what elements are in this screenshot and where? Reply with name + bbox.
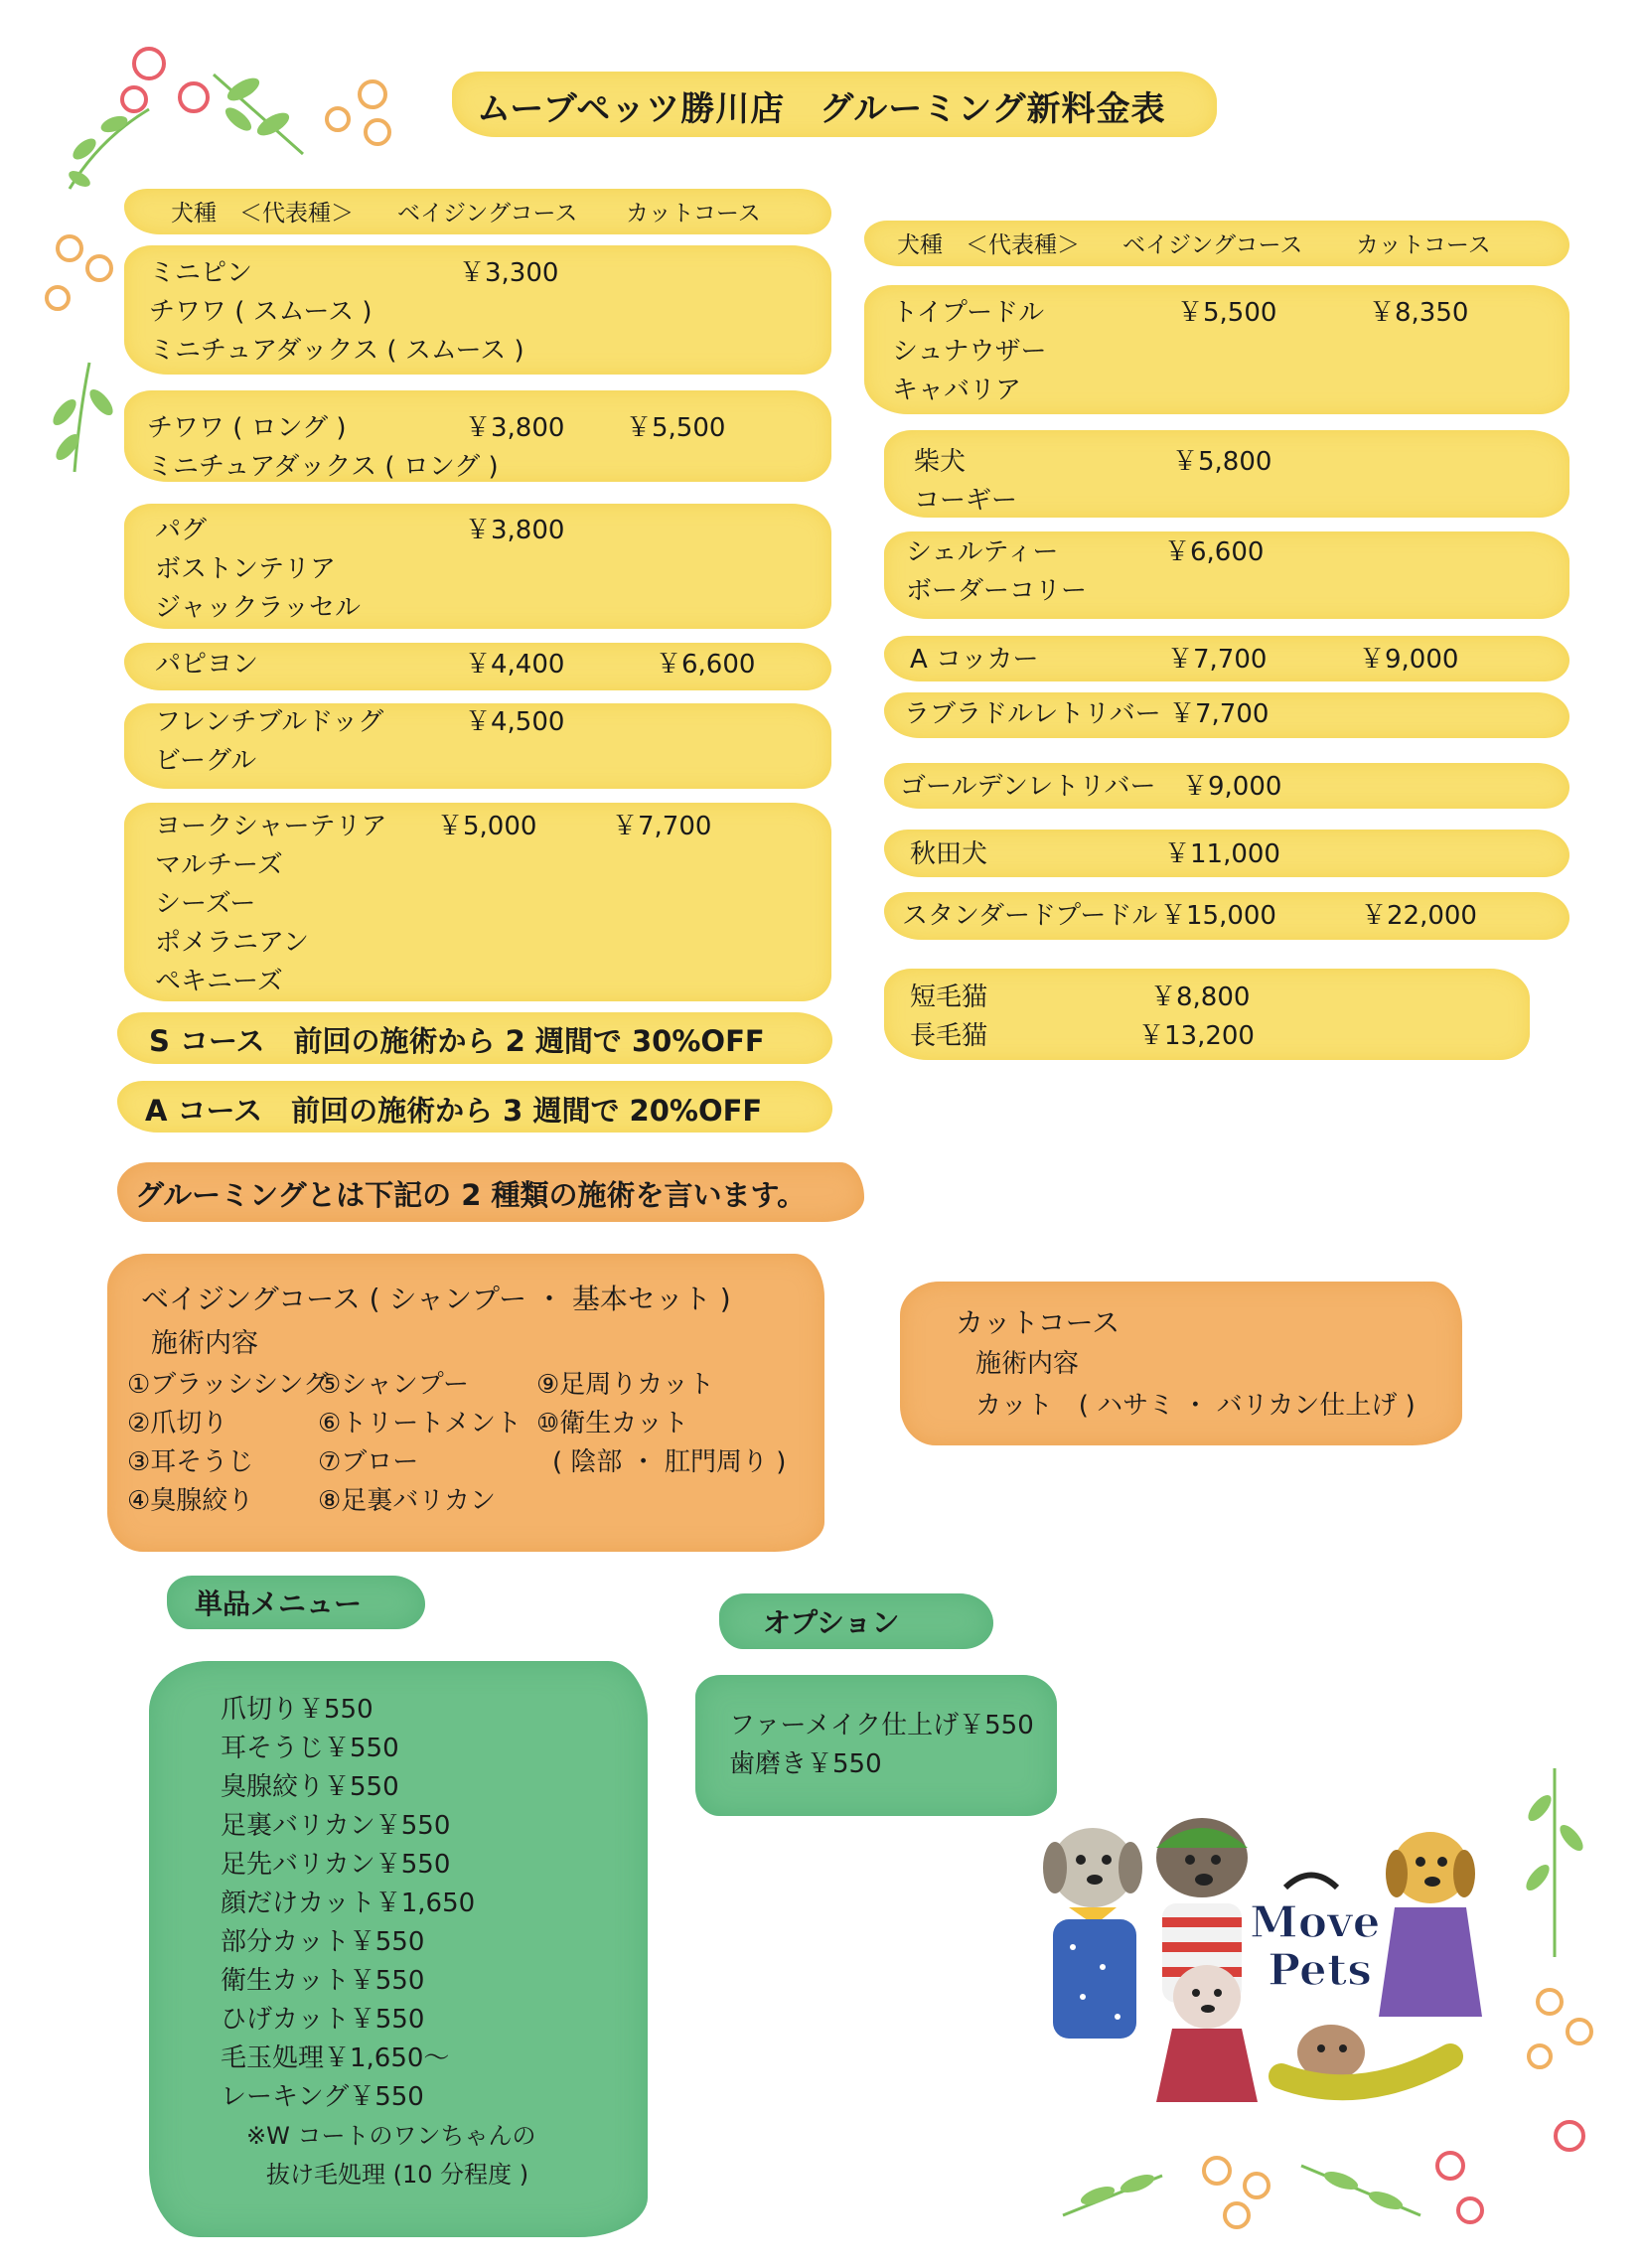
- list-item: 爪切り￥550: [221, 1695, 373, 1725]
- breed-list: フレンチブルドッグ ビーグル: [155, 707, 384, 776]
- bathing-steps-col1: ①ブラッシシング ②爪切り ③耳そうじ ④臭腺絞り: [127, 1370, 329, 1516]
- right-header-cut: カットコース: [1356, 232, 1491, 258]
- breed-list: パグ ボストンテリア ジャックラッセル: [155, 516, 361, 623]
- note-line: 抜け毛処理 (10 分程度 ): [266, 2161, 529, 2189]
- right-header-bathing: ベイジングコース: [1122, 232, 1303, 258]
- right-side-decoration: [1500, 1758, 1609, 2176]
- bathing-price: ￥5,000: [437, 812, 537, 841]
- logo-text-pets: Pets: [1268, 1945, 1372, 1996]
- bathing-price: ￥7,700: [1167, 645, 1268, 675]
- right-header-breed: 犬種 ＜代表種＞: [897, 232, 1080, 258]
- list-item: レーキング￥550: [221, 2082, 424, 2112]
- cut-price: ￥22,000: [1361, 901, 1477, 931]
- bathing-course-title: ベイジングコース ( シャンプー ・ 基本セット ): [141, 1283, 731, 1315]
- bathing-price: ￥5,500: [1177, 298, 1277, 328]
- leaf-decoration: [204, 55, 313, 164]
- bathing-price: ￥15,000: [1160, 901, 1276, 931]
- list-item: 歯磨き￥550: [729, 1749, 882, 1779]
- list-item: ひげカット￥550: [221, 2005, 425, 2035]
- breed-list: ヨークシャーテリア マルチーズ シーズー ポメラニアン ペキニーズ: [155, 812, 387, 996]
- cut-price: ￥8,350: [1369, 298, 1469, 328]
- list-item: ファーメイク仕上げ￥550: [729, 1711, 1034, 1740]
- bathing-steps-col2: ⑤シャンプー ⑥トリートメント ⑦ブロー ⑧足裏バリカン: [318, 1370, 523, 1516]
- bathing-price: ￥5,800: [1172, 447, 1272, 477]
- breed-list: スタンダードプードル: [902, 901, 1158, 931]
- list-item: 足先バリカン￥550: [221, 1850, 451, 1880]
- breed-list: 秋田犬: [910, 839, 988, 869]
- breed-list: ゴールデンレトリバー: [900, 772, 1156, 802]
- left-header-bathing: ベイジングコース: [397, 201, 578, 227]
- list-item: 顔だけカット￥1,650: [221, 1889, 476, 1918]
- breed-list: 短毛猫 長毛猫: [910, 983, 988, 1051]
- bathing-price: ￥3,800: [465, 516, 565, 545]
- cut-price: ￥5,500: [626, 413, 726, 443]
- list-item: 耳そうじ￥550: [221, 1734, 399, 1763]
- bathing-price: ￥9,000: [1182, 772, 1282, 802]
- breed-list: トイプードル シュナウザー キャバリア: [892, 298, 1047, 405]
- list-item: 毛玉処理￥1,650～: [221, 2043, 450, 2073]
- breed-list: ミニピン チワワ ( スムース ) ミニチュアダックス ( スムース ): [149, 258, 524, 366]
- cut-price: ￥9,000: [1359, 645, 1459, 675]
- bottom-decoration: [1043, 2126, 1500, 2255]
- bathing-steps-col3: ⑨足周りカット ⑩衛生カット ( 陰部 ・ 肛門周り ): [536, 1370, 787, 1477]
- breed-list: A コッカー: [910, 645, 1039, 675]
- single-menu-list: [221, 1691, 535, 2194]
- bathing-price: ￥6,600: [1164, 537, 1265, 567]
- breed-list: チワワ ( ロング ) ミニチュアダックス ( ロング ): [147, 413, 499, 482]
- floral-decoration-top-left: [40, 30, 219, 199]
- list-item: 臭腺絞り￥550: [221, 1772, 399, 1802]
- cut-price: ￥7,700: [612, 812, 712, 841]
- note-line: ※W コートのワンちゃんの: [246, 2122, 536, 2150]
- bathing-price: ￥3,800: [465, 413, 565, 443]
- breed-list: 柴犬 コーギー: [914, 447, 1018, 516]
- breed-list: シェルティー ボーダーコリー: [906, 537, 1088, 606]
- move-pets-logo: [1033, 1808, 1490, 2116]
- cut-course-subtitle: 施術内容: [975, 1349, 1080, 1379]
- options-title: オプション: [763, 1606, 900, 1639]
- left-header-breed: 犬種 ＜代表種＞: [171, 201, 354, 227]
- options-list: [729, 1707, 1034, 1784]
- bathing-price: ￥4,400: [465, 650, 565, 680]
- bathing-price: ￥7,700: [1169, 699, 1270, 729]
- left-header-cut: カットコース: [626, 201, 761, 227]
- bathing-price: ￥4,500: [465, 707, 565, 737]
- list-item: 足裏バリカン￥550: [221, 1811, 451, 1841]
- left-side-decoration: [30, 224, 129, 482]
- breed-list: パピヨン: [155, 650, 259, 680]
- grooming-note: グルーミングとは下記の 2 種類の施術を言います。: [135, 1178, 807, 1212]
- dot-flowers: [318, 75, 402, 154]
- list-item: 衛生カット￥550: [221, 1966, 425, 1996]
- single-menu-title: 単品メニュー: [195, 1588, 363, 1620]
- bathing-price: ￥8,800 ￥13,200: [1138, 983, 1255, 1051]
- page-title: ムーブペッツ勝川店 グルーミング新料金表: [477, 89, 1166, 129]
- bathing-price: ￥11,000: [1164, 839, 1280, 869]
- cut-course-detail: カット ( ハサミ ・ バリカン仕上げ ): [975, 1391, 1416, 1421]
- a-course-discount: A コース 前回の施術から 3 週間で 20%OFF: [145, 1094, 763, 1128]
- bathing-price: ￥3,300: [459, 258, 559, 288]
- cut-course-title: カットコース: [956, 1306, 1120, 1339]
- logo-text-move: Move: [1250, 1897, 1381, 1948]
- s-course-discount: S コース 前回の施術から 2 週間で 30%OFF: [149, 1024, 765, 1058]
- cut-price: ￥6,600: [656, 650, 756, 680]
- bathing-course-subtitle: 施術内容: [151, 1328, 258, 1359]
- breed-list: ラブラドルレトリバー: [904, 699, 1161, 729]
- list-item: 部分カット￥550: [221, 1927, 425, 1957]
